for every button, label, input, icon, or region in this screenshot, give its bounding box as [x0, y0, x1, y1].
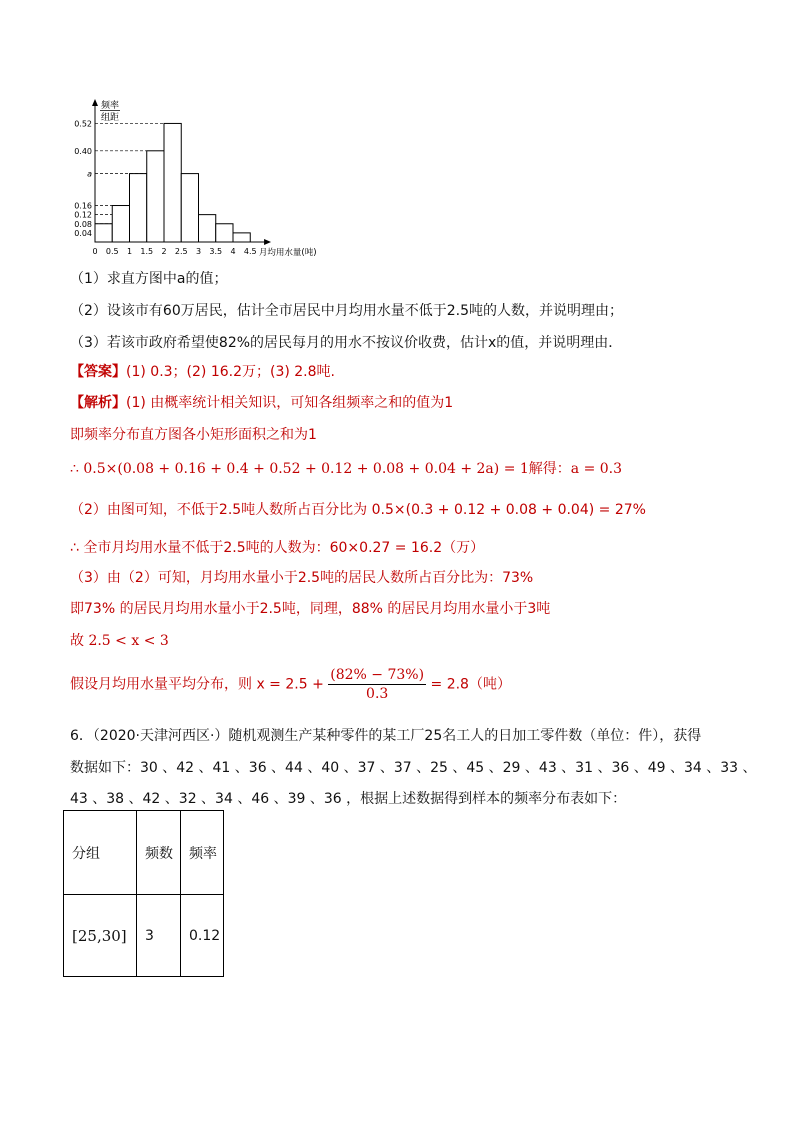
- analysis-line-9: [70, 666, 511, 703]
- answer-tag: 【答案】: [70, 364, 126, 380]
- x-axis-label: 月均用水量(吨): [258, 248, 317, 258]
- frequency-histogram: [70, 98, 340, 263]
- y-axis-arrow: [92, 99, 98, 106]
- x-tick-label: 1: [126, 247, 133, 256]
- question-3: （3）若该市政府希望使82%的居民每月的用水不按议价收费，估计x的值，并说明理由．: [70, 335, 623, 351]
- y-tick-label: 0.52: [74, 119, 92, 129]
- fraction-numerator: (82% − 73%): [330, 667, 425, 683]
- histogram-bar: [233, 233, 250, 242]
- analysis-line-8: 故 2.5 < x < 3: [70, 633, 169, 649]
- problem-6-line-2: 数据如下：30 、42 、41 、36 、44 、40 、37 、37 、25 、45 、29 、43 、31 、36 、49 、34 、33 、: [70, 760, 757, 776]
- x-tick-label: 3: [195, 247, 202, 256]
- analysis-line-5: ∴ 全市月均用水量不低于2.5吨的人数为：60×0.27 = 16.2（万）: [70, 540, 485, 556]
- y-tick-label: 0.04: [74, 228, 92, 238]
- y-tick-label: 0.12: [74, 210, 92, 220]
- histogram-bar: [199, 215, 216, 242]
- x-tick-label: 2.5: [174, 247, 188, 256]
- x-tick-label: 4: [230, 247, 236, 256]
- x-tick-label: 2: [161, 247, 167, 256]
- x-tick-label: 0.5: [105, 247, 119, 256]
- x-tick-label: 0: [92, 247, 98, 256]
- frequency-table: [63, 810, 224, 977]
- x-tick-label: 3.5: [209, 247, 223, 256]
- y-tick-label: 0.08: [74, 219, 92, 229]
- analysis-line-2: 即频率分布直方图各小矩形面积之和为1: [70, 427, 317, 443]
- cell-frequency: 0.12: [181, 895, 224, 977]
- histogram-bar: [164, 123, 181, 242]
- analysis-text-1: (1) 由概率统计相关知识，可知各组频率之和的值为1: [126, 395, 454, 411]
- analysis-tag: 【解析】: [70, 395, 126, 411]
- analysis-9-post: = 2.8（吨）: [430, 676, 511, 693]
- histogram-bar: [130, 174, 147, 242]
- y-tick-label: 0.40: [74, 146, 92, 156]
- fraction-denominator: 0.3: [366, 686, 389, 702]
- header-frequency: 频率: [181, 811, 224, 895]
- answer-line: [70, 363, 335, 381]
- x-tick-label: 1.5: [140, 247, 154, 256]
- answer-text: (1) 0.3；(2) 16.2万；(3) 2.8吨.: [126, 364, 335, 380]
- y-tick-label: a: [87, 169, 92, 179]
- problem-6-line-1: 6．（2020·天津河西区·）随机观测生产某种零件的某工厂25名工人的日加工零件数（单位：件），获得: [70, 728, 702, 744]
- analysis-9-pre: 假设月均用水量平均分布，则 x = 2.5 +: [70, 676, 324, 693]
- histogram-bar: [95, 224, 112, 242]
- header-count: 频数: [137, 811, 181, 895]
- x-tick-label: 4.5: [243, 247, 257, 256]
- histogram-bar: [147, 151, 164, 242]
- analysis-9-fraction: [328, 666, 426, 703]
- cell-count: 3: [137, 895, 181, 977]
- analysis-line-4: （2）由图可知，不低于2.5吨人数所占百分比为 0.5×(0.3 + 0.12 + 0.08 + 0.04) = 27%: [70, 502, 646, 518]
- header-group: 分组: [64, 811, 137, 895]
- y-axis-label-bottom: 组距: [101, 113, 120, 123]
- histogram-bar: [112, 206, 129, 242]
- analysis-line-6: （3）由（2）可知，月均用水量小于2.5吨的居民人数所占百分比为：73%: [70, 570, 534, 586]
- analysis-line-1: [70, 394, 453, 412]
- analysis-line-3: ∴ 0.5×(0.08 + 0.16 + 0.4 + 0.52 + 0.12 + 0.08 + 0.04 + 2a) = 1解得：a = 0.3: [70, 461, 623, 477]
- analysis-line-7: 即73% 的居民月均用水量小于2.5吨，同理，88% 的居民月均用水量小于3吨: [70, 601, 551, 617]
- problem-6-line-3: 43 、38 、42 、32 、34 、46 、39 、36 ，根据上述数据得到样本的频率分布表如下：: [70, 791, 627, 807]
- question-2: （2）设该市有60万居民，估计全市居民中月均用水量不低于2.5吨的人数，并说明理由；: [70, 303, 623, 319]
- x-axis-arrow: [264, 239, 271, 245]
- histogram-bar: [181, 174, 198, 242]
- cell-interval: [25,30]: [64, 895, 137, 977]
- question-1: （1）求直方图中a的值；: [70, 271, 228, 287]
- table-header-row: [64, 811, 224, 895]
- y-axis-label-top: 频率: [101, 101, 120, 111]
- histogram-bar: [216, 224, 233, 242]
- table-row: [64, 895, 224, 977]
- y-tick-label: 0.16: [74, 201, 92, 211]
